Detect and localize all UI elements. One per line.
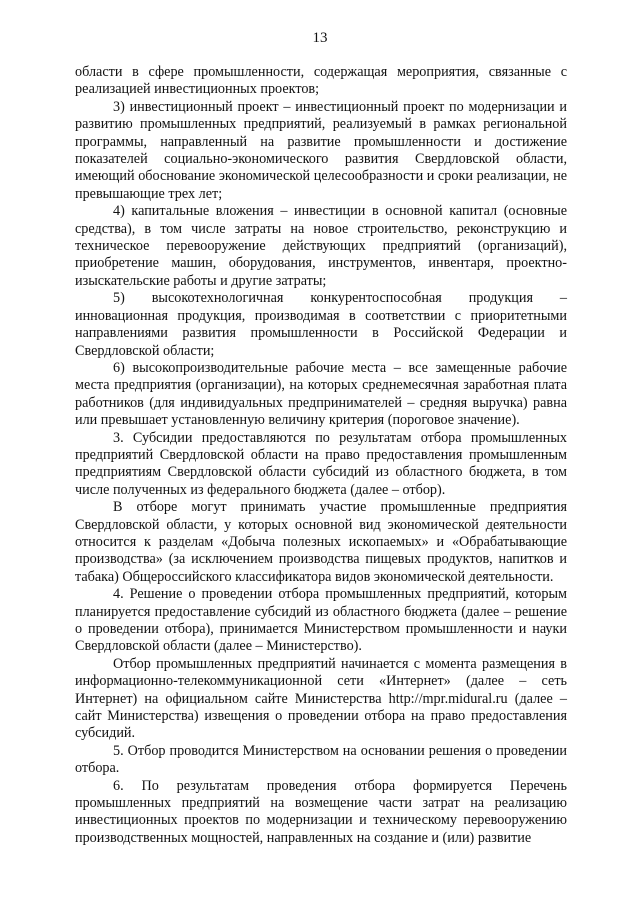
paragraph-item-4: 4) капитальные вложения – инвестиции в основной капитал (основные средства), в том числе затраты на новое строительство, реконструкцию и техническое перевооружение действующих предприятий (организаций), приобретение машин, оборудования, инструментов, инвентаря, проектно-изыскательские работы и другие затраты; (75, 203, 567, 289)
paragraph-item-5: 5) высокотехнологичная конкурентоспособная продукция – инновационная продукция, производимая в соответствии с приоритетными направлениями развития промышленности в Российской Федерации и Свердловской области; (75, 290, 567, 359)
paragraph-clause-3: 3. Субсидии предоставляются по результатам отбора промышленных предприятий Свердловской области на право предоставления промышленным предприятиям Свердловской области субсидий из областного бюджета, в том числе полученных из федерального бюджета (далее – отбор). (75, 429, 567, 498)
document-body (75, 64, 567, 847)
paragraph-selection-start: Отбор промышленных предприятий начинается с момента размещения в информационно-телекоммуникационной сети «Интернет» (далее – сеть Интернет) на официальном сайте Министерства http://mpr.midural.ru (далее – сайт Министерства) извещения о проведении отбора на право предоставления субсидий. (75, 655, 567, 742)
paragraph-continuation: области в сфере промышленности, содержащая мероприятия, связанные с реализацией инвестиционных проектов; (75, 64, 567, 98)
paragraph-clause-5: 5. Отбор проводится Министерством на основании решения о проведении отбора. (75, 742, 567, 777)
paragraph-clause-6: 6. По результатам проведения отбора формируется Перечень промышленных предприятий на возмещение части затрат на реализацию инвестиционных проектов по модернизации и техническому перевооружению производственных мощностей, направленных на создание и (или) развитие (75, 777, 567, 846)
paragraph-item-3: 3) инвестиционный проект – инвестиционный проект по модернизации и развитию промышленных предприятий, реализуемый в рамках региональной программы, направленный на развитие промышленности и достижение показателей социально-экономического развития Свердловской области, имеющий обоснование экономической целесообразности и сроки реализации, не превышающие трех лет; (75, 98, 567, 202)
paragraph-clause-4: 4. Решение о проведении отбора промышленных предприятий, которым планируется предоставление субсидий из областного бюджета (далее – решение о проведении отбора), принимается Министерством промышленности и науки Свердловской области (далее – Министерство). (75, 586, 567, 655)
paragraph-selection-eligibility: В отборе могут принимать участие промышленные предприятия Свердловской области, у которых основной вид экономической деятельности относится к разделам «Добыча полезных ископаемых» и «Обрабатывающие производства» (за исключением производства пищевых продуктов, напитков и табака) Общероссийского классификатора видов экономической деятельности. (75, 499, 567, 585)
paragraph-item-6: 6) высокопроизводительные рабочие места – все замещенные рабочие места предприятия (организации), на которых среднемесячная заработная плата работников (для индивидуальных предпринимателей – средняя выручка) равна или превышает установленную величину критерия (пороговое значение). (75, 359, 567, 429)
page-number: 13 (312, 30, 328, 46)
